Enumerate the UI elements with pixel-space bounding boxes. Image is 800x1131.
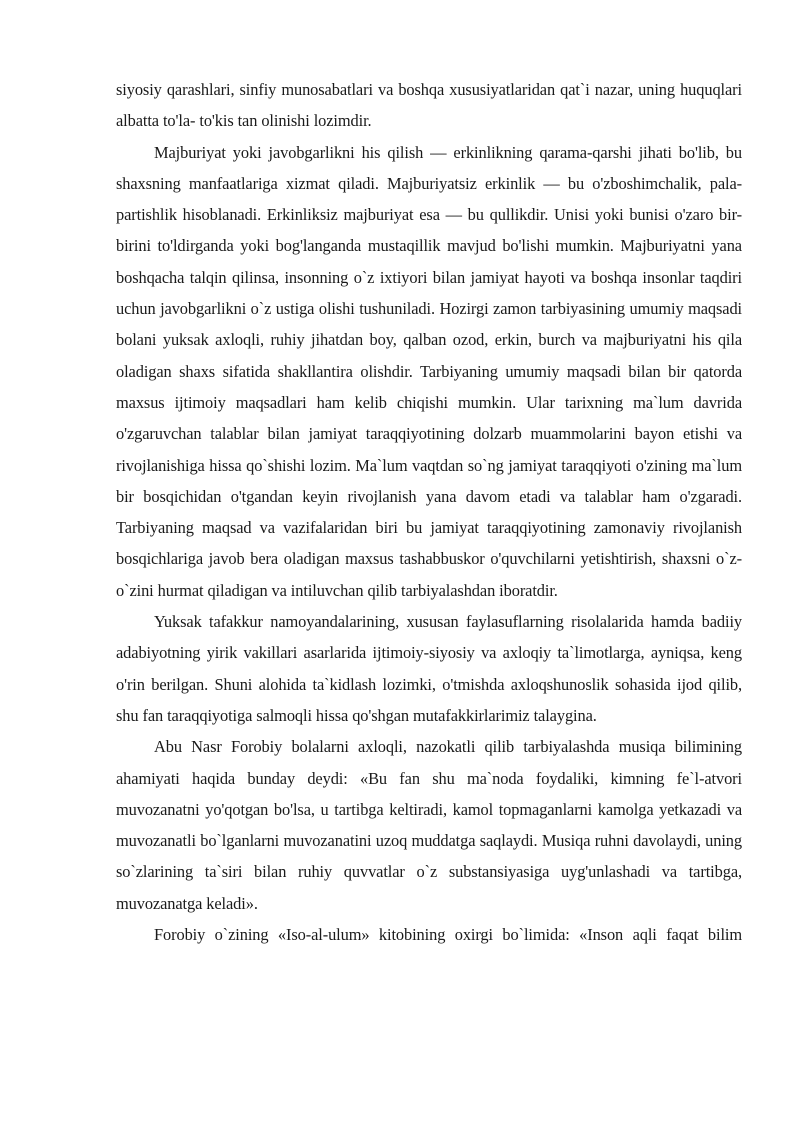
paragraph-1: siyosiy qarashlari, sinfiy munosabatlari va boshqa xususiyatlaridan qat`i nazar, uning huquqlari albatta to'la- to'kis tan olinishi lozimdir. xyxy=(116,80,742,131)
paragraph-2: Majburiyat yoki javobgarlikni his qilish — erkinlikning qarama-qarshi jihati bo'lib, bu shaxsning manfaatlariga xizmat qiladi. Majburiyatsiz erkinlik — bu o'zboshimchalik, pala-partishlik hisoblanadi. Erkinliksiz majburiyat esa — bu qullikdir. Unisi yoki bunisi o'zaro bir-birini to'ldirganda yoki bog'langanda mustaqillik mavjud bo'lishi mumkin. Majburiyatni yana boshqacha talqin qilinsa, insonning o`z ixtiyori bilan jamiyat hayoti va boshqa insonlar taqdiri uchun javobgarlikni o`z ustiga olishi tushuniladi. Hozirgi zamon tarbiyasining umumiy maqsadi bolani yuksak axloqli, ruhiy jihatdan boy, qalban ozod, erkin, burch va majburiyatni his qila oladigan shaxs sifatida shakllantira olishdir. Tarbiyaning umumiy maqsadi bilan bir qatorda maxsus ijtimoiy maqsadlari ham kelib chiqishi mumkin. Ular tarixning ma`lum davrida o'zgaruvchan talablar bilan jamiyat taraqqiyotining dolzarb muammolarini bayon etishi va rivojlanishiga hissa qo`shishi lozim. Ma`lum vaqtdan so`ng jamiyat taraqqiyoti o'zining ma`lum bir bosqichidan o'tgandan keyin rivojlanish yana davom etadi va talablar ham o'zgaradi. Tarbiyaning maqsad va vazifalaridan biri bu jamiyat taraqqiyotining zamonaviy rivojlanish bosqichlariga javob bera oladigan maxsus tashabbuskor o'quvchilarni yetishtirish, shaxsni o`z-o`zini hurmat qiladigan va intiluvchan qilib tarbiyalashdan iboratdir. xyxy=(116,142,742,600)
paragraph-3: Yuksak tafakkur namoyandalarining, xususan faylasuflarning risolalarida hamda badiiy adabiyotning yirik vakillari asarlarida ijtimoiy-siyosiy va axloqiy ta`limotlarga, ayniqsa, keng o'rin berilgan. Shuni alohida ta`kidlash lozimki, o'tmishda axloqshunoslik sohasida ijod qilib, shu fan taraqqiyotiga salmoqli hissa qo'shgan mutafakkirlarimiz talaygina. xyxy=(116,612,742,725)
paragraph-4: Abu Nasr Forobiy bolalarni axloqli, nazokatli qilib tarbiyalashda musiqa bilimining ahamiyati haqida bunday deydi: «Bu fan shu ma`noda foydaliki, kimning fe`l-atvori muvozanatni yo'qotgan bo'lsa, u tartibga keltiradi, kamol topmaganlarni kamolga yetkazadi va muvozanatli bo`lganlarni muvozanatini uzoq muddatga saqlaydi. Musiqa ruhni davolaydi, uning so`zlarining ta`siri bilan ruhiy quvvatlar o`z substansiyasiga uyg'unlashadi va tartibga, muvozanatga keladi». xyxy=(116,737,742,913)
document-page xyxy=(116,74,742,950)
paragraph-5: Forobiy o`zining «Iso-al-ulum» kitobining oxirgi bo`limida: «Inson aqli faqat bilim xyxy=(154,925,742,945)
